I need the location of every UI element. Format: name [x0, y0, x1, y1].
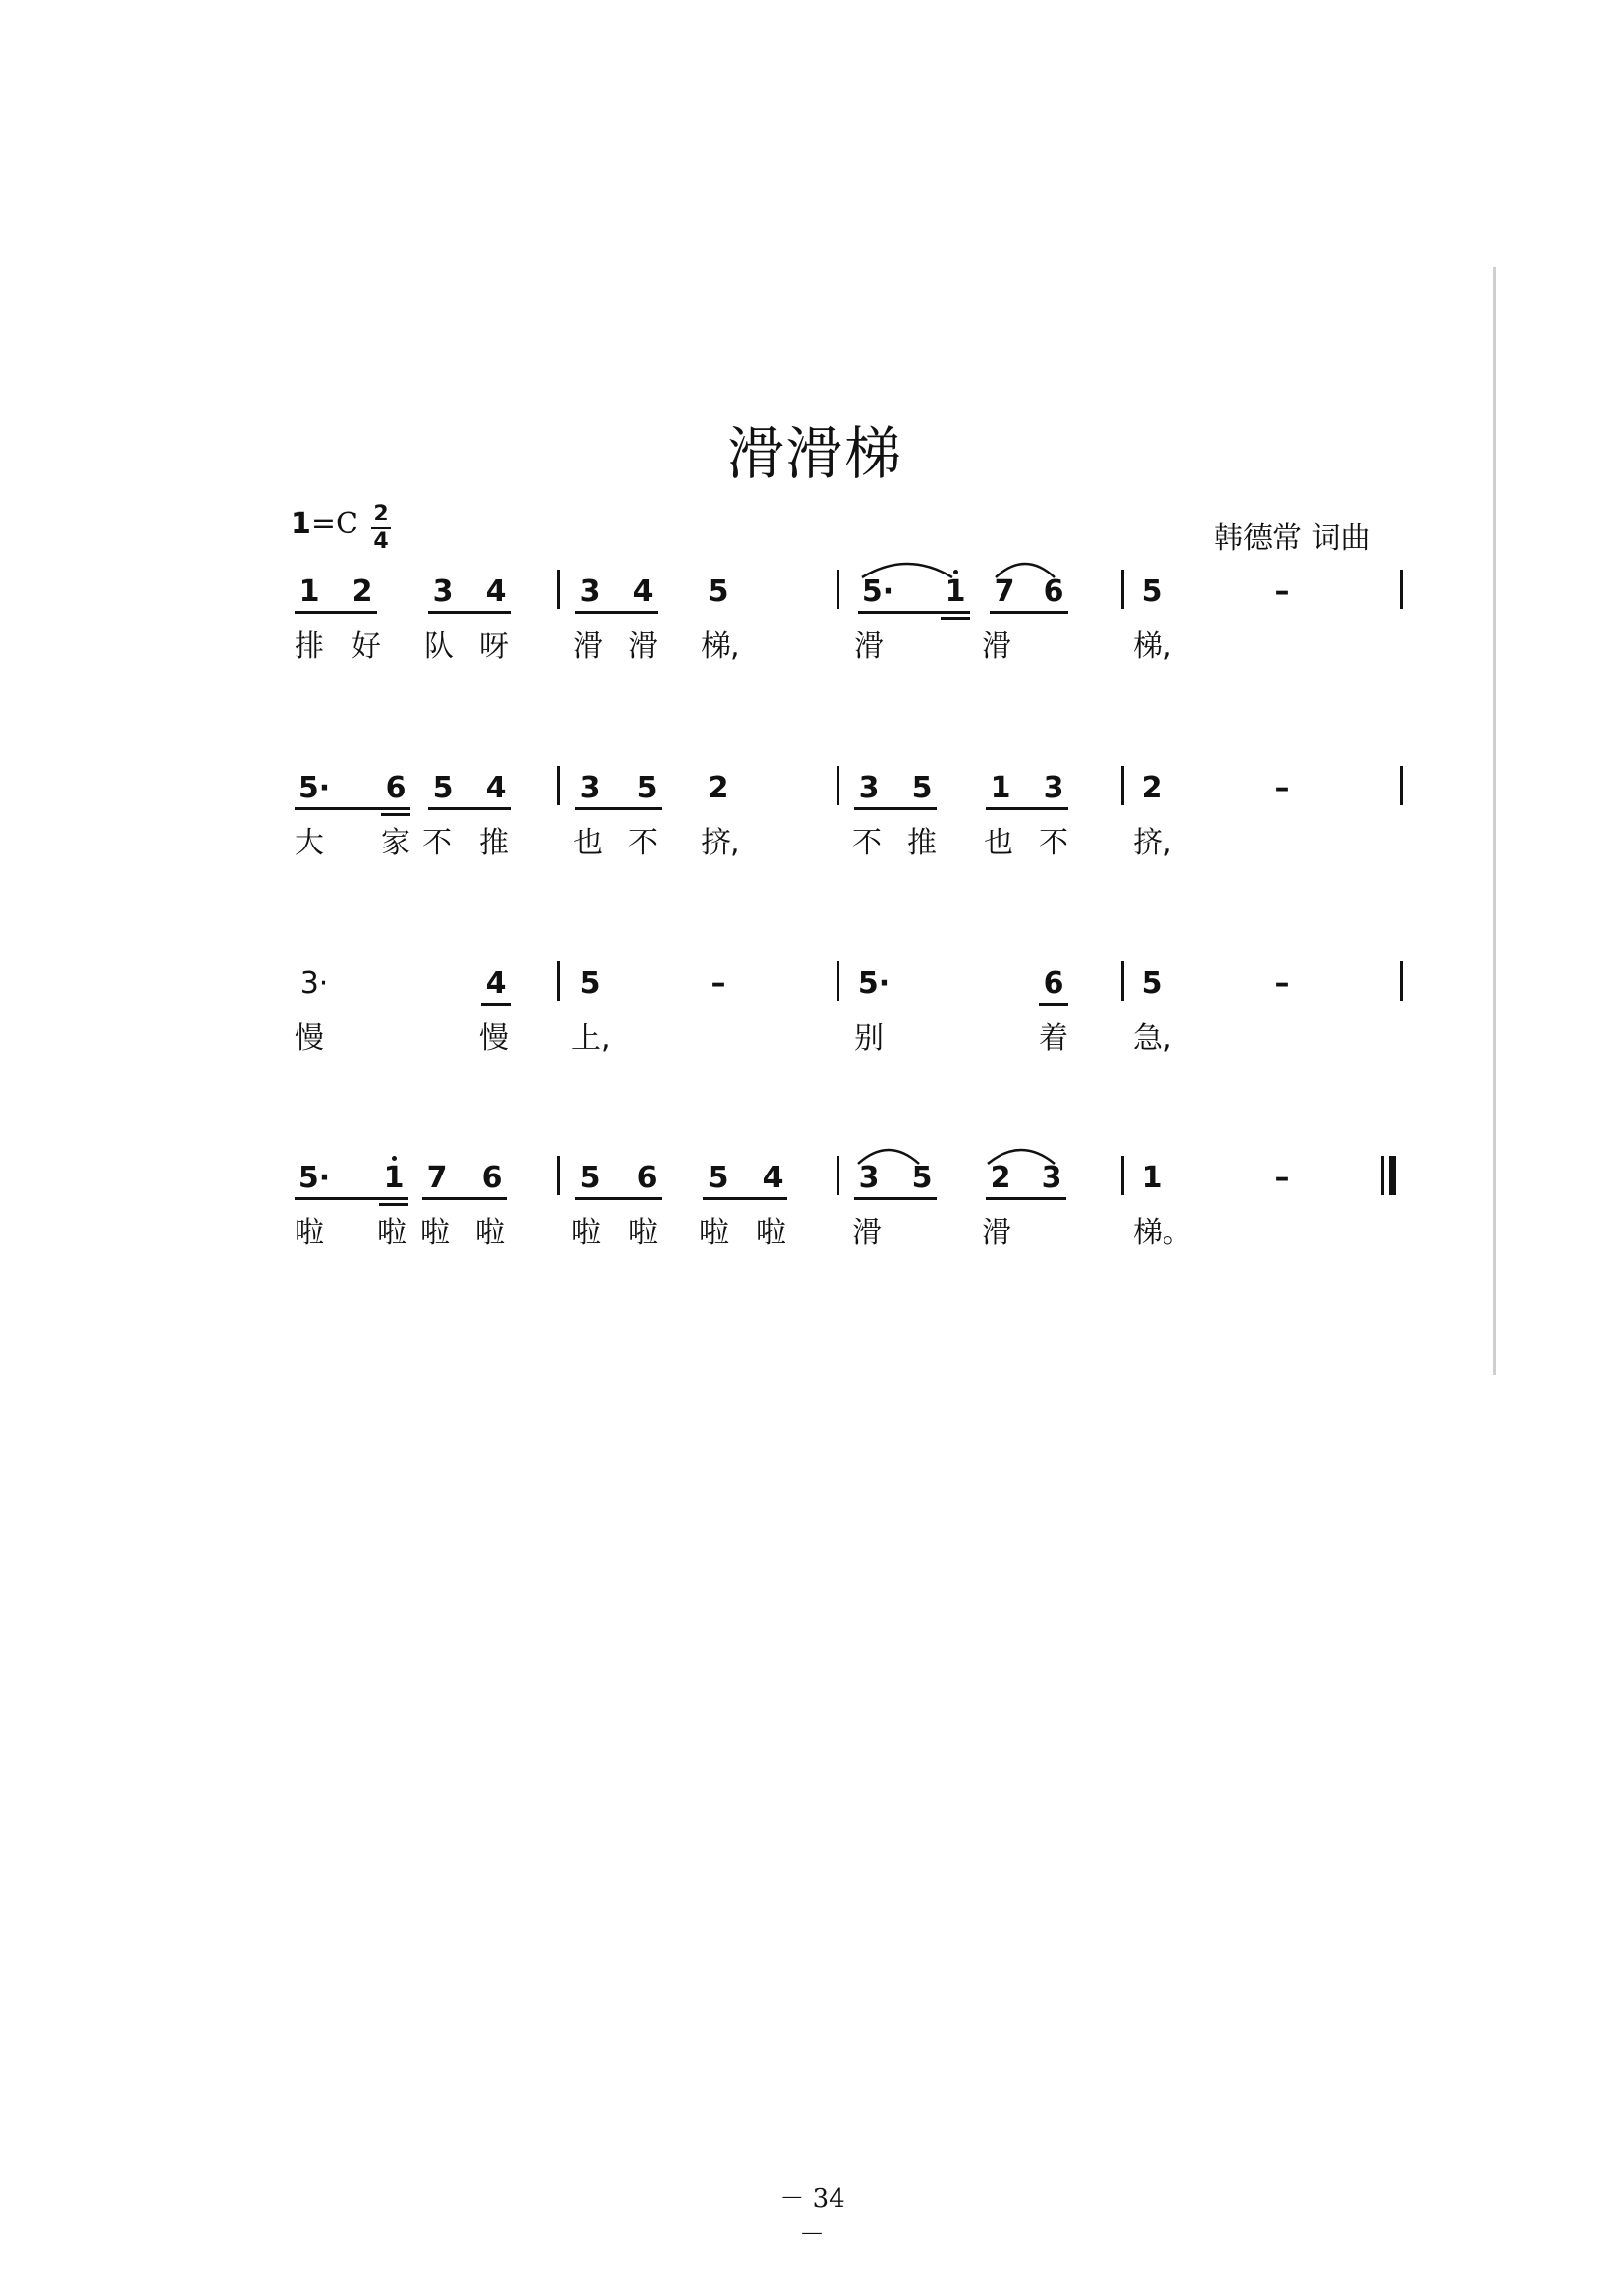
beam-underline [481, 1003, 511, 1006]
note: 6 [1043, 966, 1064, 1001]
beam-underline [986, 1197, 1066, 1200]
page-number: － 34 － [779, 2184, 845, 2250]
key-signature [291, 507, 358, 562]
note: 3 [579, 574, 601, 609]
note: 3 [579, 771, 601, 805]
beam-underline [428, 611, 511, 614]
bar-line [1121, 961, 1124, 1001]
bar-line [1400, 570, 1403, 609]
dash-note: – [1274, 771, 1290, 805]
note: 5· [298, 1161, 331, 1195]
lyric: 梯, [701, 629, 740, 664]
note: 5 [1141, 574, 1163, 609]
note: 2 [707, 771, 729, 805]
note: 3· [299, 966, 329, 1001]
lyric: 啦 [420, 1216, 450, 1250]
note: 1 [298, 574, 320, 609]
note: 4 [485, 574, 507, 609]
lyric: 啦 [475, 1216, 505, 1250]
note: 3 [1041, 1161, 1062, 1195]
note: 5· [861, 574, 894, 609]
beam-underline [575, 1197, 662, 1200]
lyric: 呀 [479, 629, 509, 664]
time-signature-bottom: 4 [373, 529, 389, 554]
note: 1 [990, 771, 1011, 805]
beam-underline-double [381, 813, 410, 816]
score-row-2 [0, 766, 1624, 894]
lyric: 滑 [573, 629, 603, 664]
note: 5 [911, 1161, 933, 1195]
bar-line [1400, 961, 1403, 1001]
beam-underline [575, 807, 662, 810]
beam-underline [295, 807, 410, 810]
note: 6 [481, 1161, 503, 1195]
lyric: 不 [852, 826, 882, 860]
bar-line [837, 961, 839, 1001]
lyric: 滑 [854, 629, 884, 664]
dash-note: – [1274, 966, 1290, 1001]
beam-underline-double [379, 1203, 408, 1206]
beam-underline [422, 1197, 507, 1200]
lyric: 慢 [295, 1021, 324, 1056]
note: 5· [857, 966, 891, 1001]
final-bar-line-thin [1381, 1156, 1384, 1195]
bar-line [557, 766, 560, 805]
lyric: 滑 [982, 629, 1011, 664]
lyric: 推 [479, 826, 509, 860]
lyric: 好 [352, 629, 381, 664]
beam-underline [986, 807, 1068, 810]
note: 4 [632, 574, 654, 609]
key-tonic-number: 1 [291, 507, 311, 541]
lyric: 啦 [377, 1216, 406, 1250]
lyric: 队 [424, 629, 454, 664]
beam-underline [295, 1197, 408, 1200]
note: 5 [911, 771, 933, 805]
beam-underline [428, 807, 511, 810]
note: 6 [1043, 574, 1064, 609]
key-tone: C [336, 507, 358, 541]
note: 2 [352, 574, 373, 609]
dash-note: – [710, 966, 726, 1001]
note: 2 [990, 1161, 1011, 1195]
lyric: 梯, [1133, 629, 1172, 664]
bar-line [837, 1156, 839, 1195]
lyric: 慢 [479, 1021, 509, 1056]
note: 5 [579, 1161, 601, 1195]
note: 3 [858, 771, 880, 805]
lyric: 啦 [628, 1216, 658, 1250]
lyric: 上, [571, 1021, 611, 1056]
note: 5 [636, 771, 658, 805]
lyric: 不 [422, 826, 452, 860]
bar-line [1121, 766, 1124, 805]
bar-line [1121, 570, 1124, 609]
note-high: 1 [941, 575, 970, 609]
lyric: 不 [1039, 826, 1068, 860]
lyric: 滑 [628, 629, 658, 664]
lyric: 滑 [982, 1216, 1011, 1250]
bar-line [557, 961, 560, 1001]
note: 5 [707, 574, 729, 609]
note: 3 [858, 1161, 880, 1195]
note: 5 [707, 1161, 729, 1195]
bar-line [1400, 766, 1403, 805]
bar-line [837, 766, 839, 805]
score-row-1 [0, 570, 1624, 697]
lyric: 也 [984, 826, 1013, 860]
beam-underline [854, 807, 937, 810]
lyric: 啦 [699, 1216, 729, 1250]
final-bar-line-thick [1389, 1156, 1396, 1195]
note: 3 [432, 574, 454, 609]
note: 7 [994, 574, 1015, 609]
lyric: 啦 [295, 1216, 324, 1250]
credit-line: 韩德常 词曲 [1214, 521, 1371, 556]
lyric: 挤, [1133, 826, 1172, 860]
note: 4 [485, 771, 507, 805]
lyric: 挤, [701, 826, 740, 860]
note: 6 [636, 1161, 658, 1195]
lyric: 滑 [852, 1216, 882, 1250]
note: 2 [1141, 771, 1163, 805]
beam-underline [295, 611, 377, 614]
note: 6 [385, 771, 406, 805]
beam-underline [854, 1197, 937, 1200]
score-row-3 [0, 961, 1624, 1089]
lyric: 家 [381, 826, 410, 860]
beam-underline [703, 1197, 787, 1200]
note: 5 [1141, 966, 1163, 1001]
lyric: 着 [1039, 1021, 1068, 1056]
time-signature [371, 504, 391, 553]
lyric: 别 [854, 1021, 884, 1056]
score-row-4 [0, 1156, 1624, 1284]
note-high: 1 [379, 1162, 408, 1195]
note: 3 [1043, 771, 1064, 805]
time-signature-top: 2 [373, 502, 389, 526]
dash-note: – [1274, 574, 1290, 609]
beam-underline [858, 611, 970, 614]
note: 4 [485, 966, 507, 1001]
note: 5 [432, 771, 454, 805]
note: 5 [579, 966, 601, 1001]
lyric: 推 [907, 826, 937, 860]
beam-underline [575, 611, 658, 614]
beam-underline [1039, 1003, 1068, 1006]
note: 4 [762, 1161, 784, 1195]
key-equals: = [310, 507, 337, 541]
lyric: 啦 [571, 1216, 601, 1250]
lyric: 大 [295, 826, 324, 860]
lyric: 排 [295, 629, 324, 664]
song-title: 滑滑梯 [726, 420, 903, 487]
lyric: 不 [628, 826, 658, 860]
note: 1 [1141, 1161, 1163, 1195]
lyric: 啦 [756, 1216, 785, 1250]
note: 7 [426, 1161, 448, 1195]
lyric: 也 [573, 826, 603, 860]
lyric: 急, [1133, 1021, 1172, 1056]
bar-line [557, 1156, 560, 1195]
beam-underline-double [941, 617, 970, 620]
bar-line [837, 570, 839, 609]
note: 5· [298, 771, 331, 805]
lyric: 梯。 [1133, 1216, 1192, 1250]
dash-note: – [1274, 1161, 1290, 1195]
bar-line [1121, 1156, 1124, 1195]
beam-underline [990, 611, 1068, 614]
bar-line [557, 570, 560, 609]
